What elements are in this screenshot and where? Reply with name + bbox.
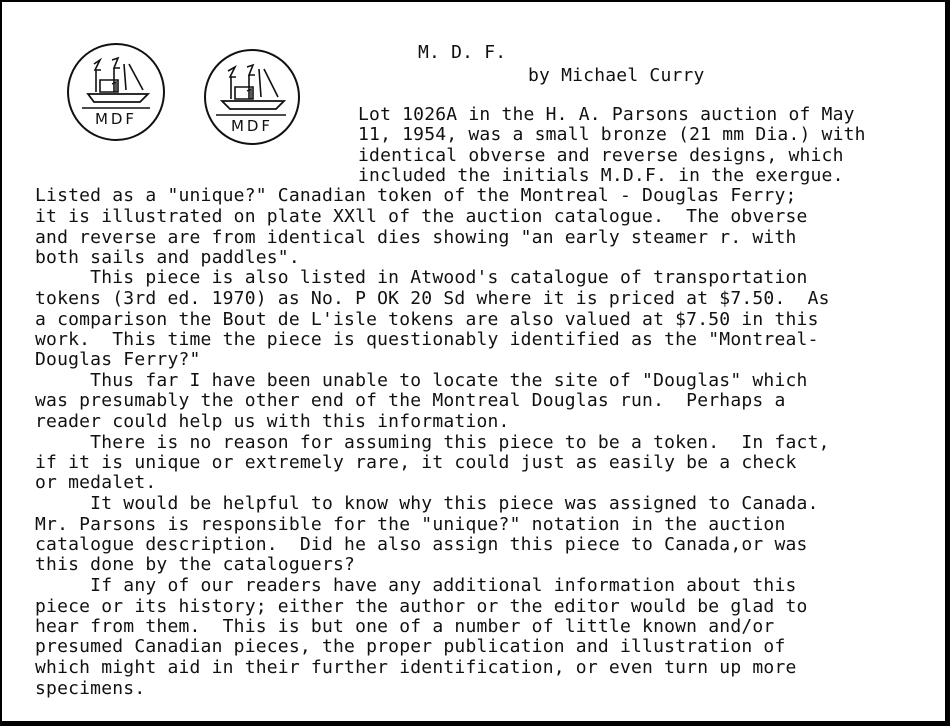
text-line: Mr. Parsons is responsible for the "unique?" notation in the auction <box>35 514 786 535</box>
text-line: and reverse are from identical dies showing "an early steamer r. with <box>35 227 797 248</box>
text-line: It would be helpful to know why this piece was assigned to Canada. <box>35 493 819 514</box>
text-line: identical obverse and reverse designs, which <box>358 145 844 166</box>
text-line: catalogue description. Did he also assign this piece to Canada,or was <box>35 534 808 555</box>
text-line: piece or its history; either the author or the editor would be glad to <box>35 596 808 617</box>
text-line: or medalet. <box>35 472 157 493</box>
article-title: M. D. F. <box>418 42 507 63</box>
text-line: tokens (3rd ed. 1970) as No. P OK 20 Sd where it is priced at $7.50. As <box>35 288 830 309</box>
coin-obverse-legend-layer <box>66 42 166 142</box>
text-line: Lot 1026A in the H. A. Parsons auction of May <box>358 104 855 125</box>
coin-reverse-drawing <box>202 47 302 147</box>
text-line: a comparison the Bout de L'isle tokens are also valued at $7.50 in this <box>35 309 819 330</box>
text-line: This piece is also listed in Atwood's catalogue of transportation <box>35 267 808 288</box>
coin-obverse-legend: MDF <box>94 110 138 128</box>
text-line: work. This time the piece is questionably identified as the "Montreal- <box>35 329 819 350</box>
text-line: which might aid in their further identification, or even turn up more <box>35 657 797 678</box>
text-line: reader could help us with this information. <box>35 411 510 432</box>
text-line: Thus far I have been unable to locate the site of "Douglas" which <box>35 370 808 391</box>
text-line: hear from them. This is but one of a number of little known and/or <box>35 616 775 637</box>
text-line: specimens. <box>35 678 146 699</box>
text-line: There is no reason for assuming this piece to be a token. In fact, <box>35 432 830 453</box>
text-line: this done by the cataloguers? <box>35 554 356 575</box>
text-line: both sails and paddles". <box>35 247 300 268</box>
coin-reverse-legend-layer <box>202 47 302 147</box>
text-line: 11, 1954, was a small bronze (21 mm Dia.) with <box>358 124 866 145</box>
text-line: Listed as a "unique?" Canadian token of the Montreal - Douglas Ferry; <box>35 185 797 206</box>
text-line: If any of our readers have any additional information about this <box>35 575 797 596</box>
coin-obverse-drawing <box>66 42 166 142</box>
text-line: was presumably the other end of the Montreal Douglas run. Perhaps a <box>35 390 786 411</box>
coin-reverse-legend: MDF <box>230 117 274 135</box>
text-line: it is illustrated on plate XXll of the auction catalogue. The obverse <box>35 206 808 227</box>
text-line: presumed Canadian pieces, the proper publication and illustration of <box>35 636 786 657</box>
article-byline: by Michael Curry <box>528 65 705 86</box>
text-line: included the initials M.D.F. in the exergue. <box>358 165 844 186</box>
text-line: if it is unique or extremely rare, it could just as easily be a check <box>35 452 797 473</box>
text-line: Douglas Ferry?" <box>35 349 201 370</box>
